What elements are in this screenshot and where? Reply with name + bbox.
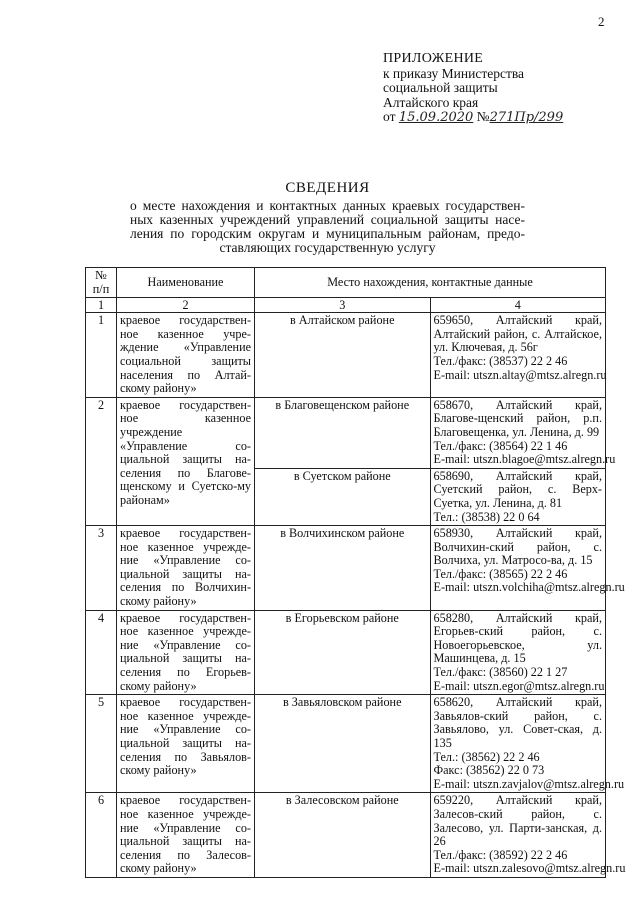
column-number-row	[86, 298, 606, 313]
column-number: 4	[430, 298, 606, 313]
table-row	[86, 610, 606, 695]
institution-name: краевое государствен-ное казенное учрежде-ние «Управление со-циальной защиты на-селения по Егорьев-скому району»	[117, 610, 255, 695]
column-number: 1	[86, 298, 117, 313]
contact-details	[430, 313, 606, 398]
row-number: 2	[86, 397, 117, 525]
row-number: 3	[86, 526, 117, 611]
phone: Тел./факс: (38565) 22 2 46	[433, 566, 568, 581]
district: в Залесовском районе	[255, 793, 431, 878]
address: 659220, Алтайский край, Залесов-ский район, с. Залесово, ул. Парти-занская, д. 26	[433, 793, 602, 849]
email: E-mail: utszn.blagoe@mtsz.alregn.ru	[433, 452, 616, 467]
page-number: 2	[598, 14, 605, 29]
district: в Завьяловском районе	[255, 695, 431, 793]
address: 659650, Алтайский край, Алтайский район, с. Алтайское, ул. Ключевая, д. 56г	[433, 313, 602, 355]
phone: Тел./факс: (38537) 22 2 46	[433, 353, 568, 368]
table-row	[86, 793, 606, 878]
document-heading	[130, 180, 525, 255]
column-number: 3	[255, 298, 431, 313]
appendix-line: к приказу Министерства	[383, 65, 525, 81]
district: в Суетском районе	[255, 468, 431, 525]
email: E-mail: utszn.egor@mtsz.alregn.ru	[433, 678, 605, 693]
institution-name: краевое государствен-ное казенное учрежде-ние «Управление со-циальной защиты на-селения по Волчихин-скому району»	[117, 526, 255, 611]
contact-details	[430, 397, 616, 468]
header-location: Место нахождения, контактные данные	[255, 268, 606, 298]
email: E-mail: utszn.altay@mtsz.alregn.ru	[433, 367, 607, 382]
address: 658670, Алтайский край, Благове-щенский район, р.п. Благовещенка, ул. Ленина, д. 99	[433, 397, 602, 439]
date-prefix: от	[383, 109, 396, 124]
document-subtitle: о месте нахождения и контактных данных краевых государствен-ных казенных учреждений управлений социальной защиты насе-ления по городским округам и муниципальным районам, предо-ставляющих государственную услугу	[130, 198, 525, 255]
phone: Тел.: (38562) 22 2 46	[433, 749, 540, 764]
row-number: 4	[86, 610, 117, 695]
institution-name: краевое государствен-ное казенное учре-ждение «Управление социальной защиты населения по Алтай-скому району»	[117, 313, 255, 398]
number-prefix: №	[476, 109, 490, 124]
document-title: СВЕДЕНИЯ	[285, 180, 370, 196]
order-number: 271Пр/299	[489, 110, 564, 125]
address: 658930, Алтайский край, Волчихин-ский район, с. Волчиха, ул. Матросо-ва, д. 15	[433, 526, 602, 568]
district: в Егорьевском районе	[255, 610, 431, 695]
table-row	[86, 695, 606, 793]
phone: Тел./факс: (38560) 22 1 27	[433, 665, 568, 680]
address: 658280, Алтайский край, Егорьев-ский район, с. Новоегорьевское, ул. Машинцева, д. 15	[433, 610, 602, 666]
appendix-line: социальной защиты	[383, 80, 498, 95]
contact-details	[430, 526, 625, 611]
contact-details	[430, 468, 606, 525]
appendix-date-line	[383, 110, 563, 126]
table-row	[86, 397, 606, 468]
appendix-block	[383, 52, 563, 126]
appendix-title: ПРИЛОЖЕНИЕ	[383, 51, 484, 66]
phone: Тел./факс: (38564) 22 1 46	[433, 438, 568, 453]
table-row	[86, 313, 606, 398]
email: E-mail: utszn.zalesovo@mtsz.alregn.ru	[433, 861, 626, 876]
header-name: Наименование	[117, 268, 255, 298]
order-date: 15.09.2020	[398, 110, 474, 125]
appendix-line: Алтайского края	[383, 94, 479, 110]
row-number: 5	[86, 695, 117, 793]
address: 658620, Алтайский край, Завьялов-ский район, с. Завьялово, ул. Совет-ская, д. 135	[433, 695, 602, 750]
email: E-mail: utszn.volchiha@mtsz.alregn.ru	[433, 580, 625, 595]
institution-name: краевое государствен-ное казенное учреждение «Управление со-циальной защиты на-селения по Благове-щенскому и Суетско-му районам»	[117, 397, 255, 525]
institutions-table	[85, 267, 626, 878]
district: в Волчихинском районе	[255, 526, 431, 611]
district: в Алтайском районе	[255, 313, 431, 398]
contact-details	[430, 793, 626, 878]
fax: Факс: (38562) 22 0 73	[433, 763, 545, 778]
row-number: 1	[86, 313, 117, 398]
phone: Тел.: (38538) 22 0 64	[433, 509, 540, 524]
district: в Благовещенском районе	[255, 397, 431, 468]
table-row	[86, 526, 606, 611]
contact-details	[430, 610, 606, 695]
header-num: № п/п	[86, 268, 117, 298]
institution-name: краевое государствен-ное казенное учрежде-ние «Управление со-циальной защиты на-селения по Завьялов-скому району»	[117, 695, 255, 793]
row-number: 6	[86, 793, 117, 878]
column-number: 2	[117, 298, 255, 313]
contact-details	[430, 695, 625, 793]
table-header-row	[86, 268, 606, 298]
institution-name: краевое государствен-ное казенное учрежде-ние «Управление со-циальной защиты на-селения по Залесов-скому району»	[117, 793, 255, 878]
address: 658690, Алтайский край, Суетский район, с. Верх-Суетка, ул. Ленина, д. 81	[433, 468, 602, 510]
phone: Тел./факс: (38592) 22 2 46	[433, 847, 568, 862]
email: E-mail: utszn.zavjalov@mtsz.alregn.ru	[433, 776, 625, 791]
